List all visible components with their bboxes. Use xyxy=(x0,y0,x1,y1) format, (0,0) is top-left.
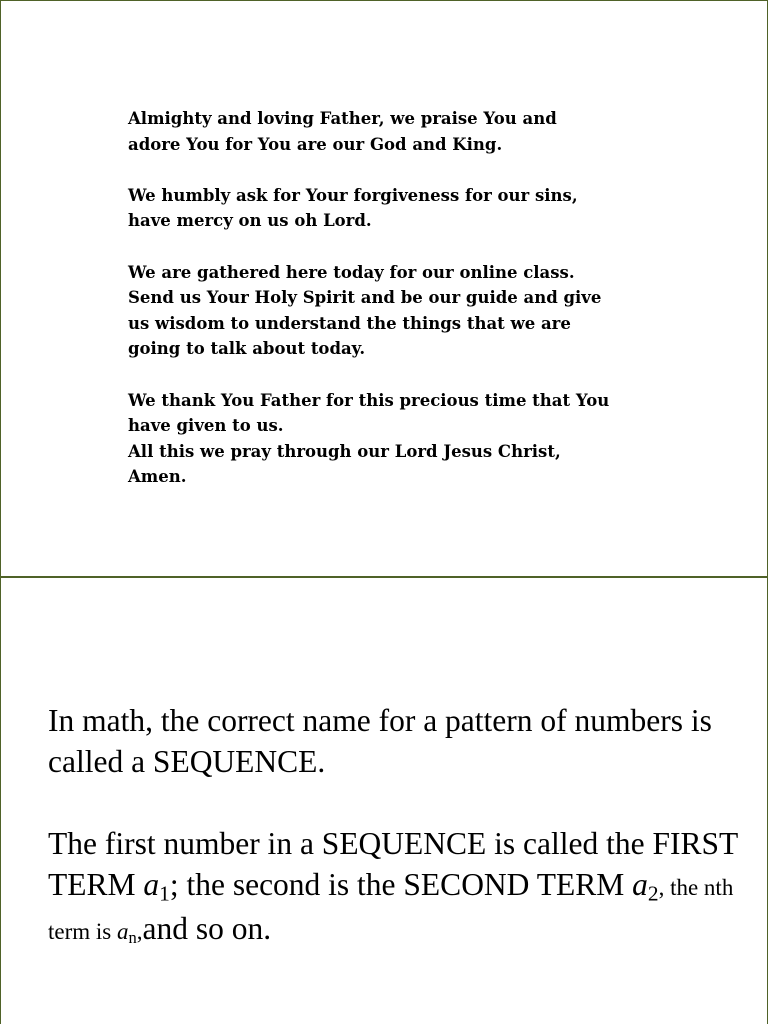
nth-term-variable: $a_n$ xyxy=(117,919,137,948)
prayer-slide xyxy=(128,106,688,490)
terms-mid: ; the second is the SECOND TERM xyxy=(169,867,633,902)
second-term-variable: $a_2$ xyxy=(632,867,659,906)
terms-intro: The first number in a SEQUENCE is called the FIRST TERM xyxy=(48,826,738,902)
prayer-paragraph-3: We are gathered here today for our online class. Send us Your Holy Spirit and be our guide and give us wisdom to understand the things that we are going to talk about today. xyxy=(128,262,602,359)
first-term-variable: $a_1$ xyxy=(143,867,170,906)
prayer-paragraph-4: We thank You Father for this precious time that You have given to us. All this we pray through our Lord Jesus Christ, Amen. xyxy=(128,390,610,487)
sequence-terms xyxy=(48,823,748,952)
first-term-subscript: 1 xyxy=(159,881,170,906)
sequence-definition: In math, the correct name for a pattern of numbers is called a SEQUENCE. xyxy=(48,703,712,779)
prayer-paragraph-2: We humbly ask for Your forgiveness for our sins, have mercy on us oh Lord. xyxy=(128,185,578,231)
slide-divider xyxy=(1,576,767,578)
nth-term-note: , the nth term is $a_n$, xyxy=(48,875,734,948)
terms-outro: and so on. xyxy=(142,911,272,946)
sequence-slide xyxy=(48,700,748,952)
second-term-subscript: 2 xyxy=(647,881,659,906)
prayer-paragraph-1: Almighty and loving Father, we praise You and adore You for You are our God and King. xyxy=(128,109,557,154)
nth-term-subscript: n xyxy=(128,928,137,948)
